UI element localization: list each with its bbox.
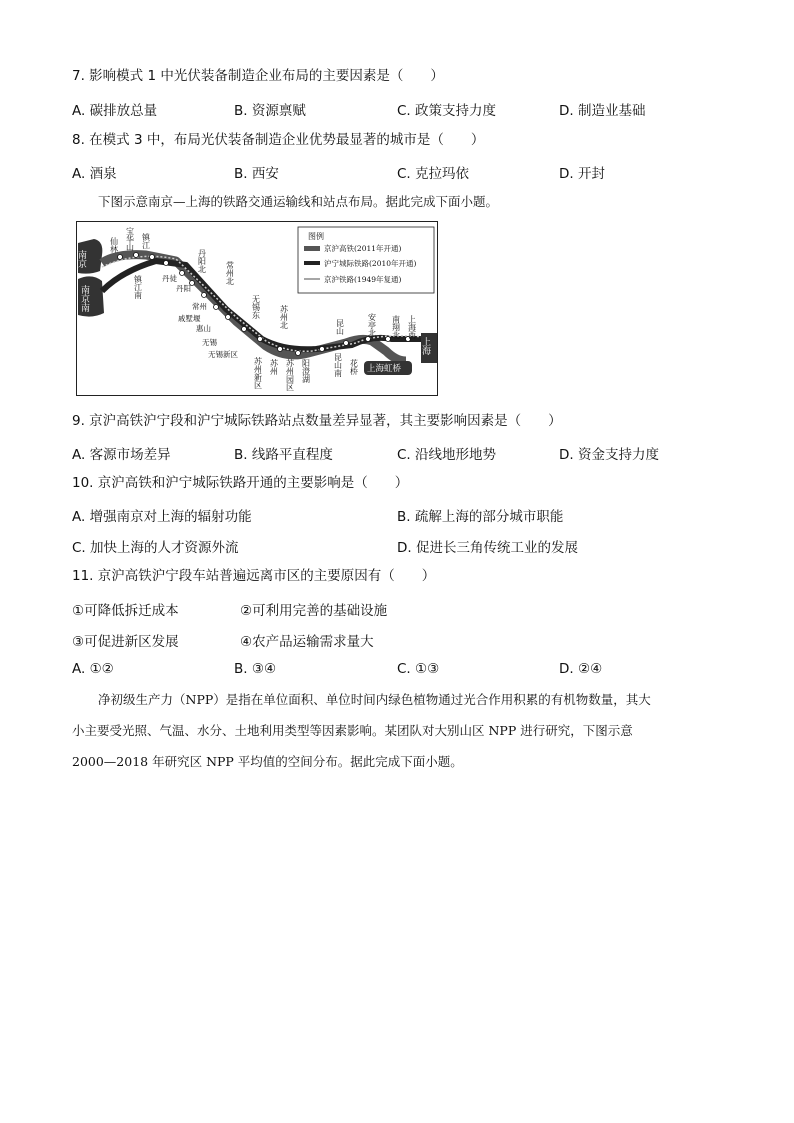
q8-stem: 8. 在模式 3 中，布局光伏装备制造企业优势最显著的城市是（ ） bbox=[72, 132, 485, 148]
station-hongqiao-label: 上海虹桥 bbox=[367, 364, 402, 374]
legend-old: 京沪铁路(1949年复通) bbox=[324, 275, 402, 284]
q9-option-a[interactable]: A. 客源市场差异 bbox=[72, 447, 171, 463]
intro-npp bbox=[72, 684, 722, 777]
q11-item-3: ③可促进新区发展 bbox=[72, 634, 179, 650]
q7-stem: 7. 影响模式 1 中光伏装备制造企业布局的主要因素是（ ） bbox=[72, 68, 444, 84]
q11-options bbox=[72, 661, 722, 679]
station-suzhouxinqu: 苏州新区 bbox=[253, 357, 263, 389]
station-baohuashan: 宝华山 bbox=[125, 227, 135, 251]
legend-title: 图例 bbox=[308, 232, 324, 241]
q8-options bbox=[72, 162, 722, 180]
q9-option-c[interactable]: C. 沿线地形地势 bbox=[397, 447, 497, 463]
q8-option-c[interactable]: C. 克拉玛依 bbox=[397, 166, 470, 182]
railway-map bbox=[76, 221, 438, 396]
q10-option-c[interactable]: C. 加快上海的人才资源外流 bbox=[72, 540, 239, 556]
q9-option-b[interactable]: B. 线路平直程度 bbox=[234, 447, 333, 463]
station-suzhouyuanqu: 苏州园区 bbox=[285, 359, 295, 391]
station-shanghai-label: 上海 bbox=[420, 337, 430, 355]
q11-item-4: ④农产品运输需求量大 bbox=[240, 634, 374, 650]
station-qishuyan: 戚墅堰 bbox=[178, 314, 201, 323]
legend-gaotie: 京沪高铁(2011年开通) bbox=[324, 244, 402, 253]
q8-option-d[interactable]: D. 开封 bbox=[559, 166, 605, 182]
q8-option-b[interactable]: B. 西安 bbox=[234, 166, 279, 182]
station-suzhoubei: 苏州北 bbox=[279, 305, 289, 329]
station-wuxidong: 无锡东 bbox=[251, 295, 261, 319]
q7-option-b[interactable]: B. 资源禀赋 bbox=[234, 103, 306, 119]
q10-options-row1 bbox=[72, 505, 722, 523]
q11-option-d[interactable]: D. ②④ bbox=[559, 661, 603, 677]
map-legend bbox=[298, 227, 434, 293]
q7-options bbox=[72, 99, 722, 117]
station-zhenjiang: 镇江 bbox=[141, 233, 151, 249]
legend-swatch-intercity bbox=[304, 261, 320, 265]
station-xianlin: 仙林 bbox=[109, 237, 119, 253]
q10-option-b[interactable]: B. 疏解上海的部分城市职能 bbox=[397, 509, 564, 525]
station-danyang: 丹阳 bbox=[176, 284, 191, 293]
intro-npp-line3: 2000—2018 年研究区 NPP 平均值的空间分布。据此完成下面小题。 bbox=[72, 754, 463, 769]
station-changzhoubei: 常州北 bbox=[225, 261, 235, 285]
station-changzhou: 常州 bbox=[192, 302, 207, 311]
station-suzhou: 苏州 bbox=[269, 359, 279, 375]
station-wuxixinqu: 无锡新区 bbox=[208, 350, 238, 359]
station-antingbei: 安亭北 bbox=[367, 313, 377, 337]
intro-npp-line1: 净初级生产力（NPP）是指在单位面积、单位时间内绿色植物通过光合作用积累的有机物数量，其大 bbox=[98, 692, 651, 707]
station-nanjingnan-label: 南京南 bbox=[79, 285, 89, 312]
station-zhenjiangnan: 镇江南 bbox=[133, 275, 143, 299]
station-danyangbei: 丹阳北 bbox=[197, 249, 207, 273]
station-yangchenghu: 阳澄湖 bbox=[301, 359, 311, 383]
station-shanghaixi: 上海西 bbox=[407, 315, 417, 339]
q7-option-a[interactable]: A. 碳排放总量 bbox=[72, 103, 158, 119]
q11-item-2: ②可利用完善的基础设施 bbox=[240, 603, 388, 619]
q8-option-a[interactable]: A. 酒泉 bbox=[72, 166, 117, 182]
intro-npp-line2: 小主要受光照、气温、水分、土地利用类型等因素影响。某团队对大别山区 NPP 进行研究，下图示意 bbox=[72, 723, 633, 738]
station-huaqiao: 花桥 bbox=[349, 359, 359, 375]
q11-option-a[interactable]: A. ①② bbox=[72, 661, 114, 677]
station-huishan: 惠山 bbox=[196, 324, 211, 333]
q7-option-d[interactable]: D. 制造业基础 bbox=[559, 103, 646, 119]
legend-swatch-gaotie bbox=[304, 246, 320, 251]
q11-stem: 11. 京沪高铁沪宁段车站普遍远离市区的主要原因有（ ） bbox=[72, 568, 436, 584]
q11-option-c[interactable]: C. ①③ bbox=[397, 661, 440, 677]
q9-options bbox=[72, 443, 722, 461]
q11-items-row2 bbox=[72, 630, 722, 648]
station-nanxiangbei: 南翔北 bbox=[391, 315, 401, 339]
q9-option-d[interactable]: D. 资金支持力度 bbox=[559, 447, 659, 463]
q10-options-row2 bbox=[72, 536, 722, 554]
legend-intercity: 沪宁城际铁路(2010年开通) bbox=[324, 259, 417, 268]
station-nanjing-label1: 南京 bbox=[76, 250, 86, 268]
q9-stem: 9. 京沪高铁沪宁段和沪宁城际铁路站点数量差异显著，其主要影响因素是（ ） bbox=[72, 413, 562, 429]
q10-option-d[interactable]: D. 促进长三角传统工业的发展 bbox=[397, 540, 578, 556]
station-dantu: 丹徒 bbox=[162, 274, 177, 283]
intro-railway bbox=[72, 186, 722, 217]
intro-railway-text: 下图示意南京—上海的铁路交通运输线和站点布局。据此完成下面小题。 bbox=[98, 194, 499, 209]
station-wuxi: 无锡 bbox=[202, 338, 217, 347]
q11-option-b[interactable]: B. ③④ bbox=[234, 661, 277, 677]
q11-items-row1 bbox=[72, 599, 722, 617]
station-kunshan: 昆山 bbox=[335, 319, 345, 335]
station-kunshannan: 昆山南 bbox=[333, 353, 343, 377]
q11-item-1: ①可降低拆迁成本 bbox=[72, 603, 179, 619]
q7-option-c[interactable]: C. 政策支持力度 bbox=[397, 103, 497, 119]
q10-option-a[interactable]: A. 增强南京对上海的辐射功能 bbox=[72, 509, 252, 525]
q10-stem: 10. 京沪高铁和沪宁城际铁路开通的主要影响是（ ） bbox=[72, 475, 409, 491]
